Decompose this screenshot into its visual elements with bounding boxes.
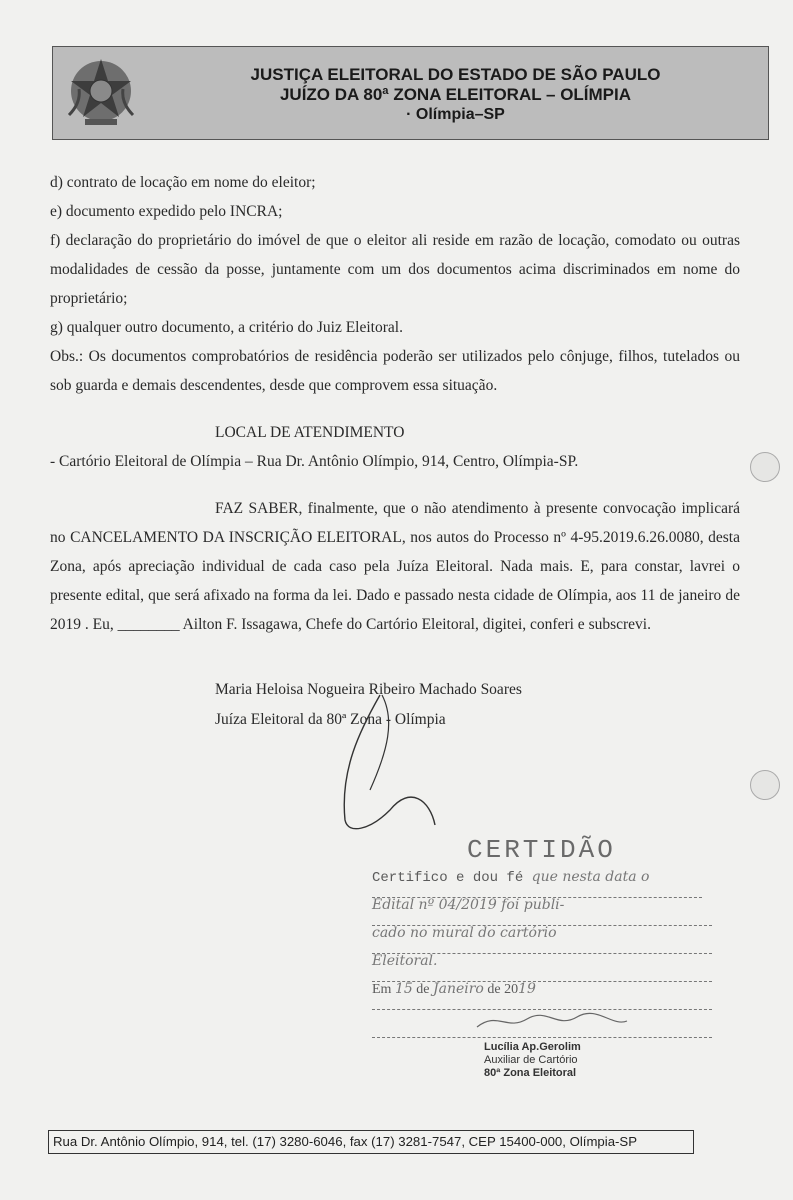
cert-date-de: de (416, 982, 430, 997)
punch-hole (750, 452, 780, 482)
edital-body (50, 168, 740, 735)
item-d: d) contrato de locação em nome do eleitor; (50, 174, 316, 191)
cert-date-day: 15 (394, 981, 413, 997)
stamp-zone: 80ª Zona Eleitoral (484, 1067, 577, 1079)
cert-line-1 (372, 869, 702, 898)
cert-hand-1: que nesta data o (531, 869, 650, 885)
stamp-role: Auxiliar de Cartório (484, 1054, 578, 1066)
signatory-role: Juíza Eleitoral da 80ª Zona - Olímpia (215, 711, 446, 728)
local-text: - Cartório Eleitoral de Olímpia – Rua Dr. Antônio Olímpio, 914, Centro, Olímpia-SP. (50, 453, 579, 470)
letterhead-text (153, 65, 758, 125)
coat-of-arms-icon (61, 53, 141, 133)
certidao-stamp (372, 835, 732, 1085)
obs-paragraph: Obs.: Os documentos comprobatórios de residência poderão ser utilizados pelo cônjuge, filhos, tutelados ou sob guarda e demais descendentes, desde que comprovem essa situação. (50, 348, 740, 394)
faz-saber-paragraph: FAZ SABER, finalmente, que o não atendimento à presente convocação implicará no CANCELAMENTO DA INSCRIÇÃO ELEITORAL, nos autos do Processo nº 4-95.2019.6.26.0080, desta Zona, após apreciação individual de cada caso pela Juíza Eleitoral. Nada mais. E, para constar, lavrei o presente edital, que será afixado na forma da lei. Dado e passado nesta cidade de Olímpia, aos 11 de janeiro de 2019 . Eu, ________ Ailton F. Issagawa, Chefe do Cartório Eleitoral, digitei, conferi e subscrevi. (50, 500, 740, 633)
cert-date-year: 19 (518, 981, 536, 997)
cert-date-em: Em (372, 982, 392, 997)
cert-line-2: Edital nº 04/2019 foi publi- (372, 897, 712, 926)
cert-date-de2: de 20 (487, 982, 519, 997)
footer-address: Rua Dr. Antônio Olímpio, 914, tel. (17) 3280-6046, fax (17) 3281-7547, CEP 15400-000, Olímpia-SP (48, 1130, 694, 1154)
cert-line-4: Eleitoral. (372, 953, 712, 982)
item-e: e) documento expedido pelo INCRA; (50, 203, 283, 220)
cert-signature-scrawl (472, 1009, 632, 1033)
punch-hole (750, 770, 780, 800)
letterhead (52, 46, 769, 140)
cert-line-3: cado no mural do cartório (372, 925, 712, 954)
certidao-title: CERTIDÃO (467, 835, 616, 865)
local-title: LOCAL DE ATENDIMENTO (215, 424, 405, 441)
signatory-name: Maria Heloisa Nogueira Ribeiro Machado Soares (215, 681, 522, 698)
cert-signature-line (372, 1009, 712, 1038)
letterhead-line-3: · Olímpia–SP (406, 106, 505, 123)
cert-date-month: Janeiro (433, 981, 484, 997)
cert-printed-text: Certifico e dou fé (372, 870, 524, 886)
letterhead-line-1: JUSTIÇA ELEITORAL DO ESTADO DE SÃO PAULO (250, 65, 661, 84)
handwritten-signature (300, 690, 440, 840)
item-g: g) qualquer outro documento, a critério do Juiz Eleitoral. (50, 319, 403, 336)
item-f: f) declaração do proprietário do imóvel de que o eleitor ali reside em razão de locação, comodato ou outras modalidades de cessão da posse, juntamente com um dos documentos acima discriminados em nome do proprietário; (50, 232, 740, 307)
stamp-name: Lucília Ap.Gerolim (484, 1041, 581, 1053)
cert-date-line (372, 981, 712, 1010)
letterhead-line-2: JUÍZO DA 80ª ZONA ELEITORAL – OLÍMPIA (279, 85, 632, 104)
